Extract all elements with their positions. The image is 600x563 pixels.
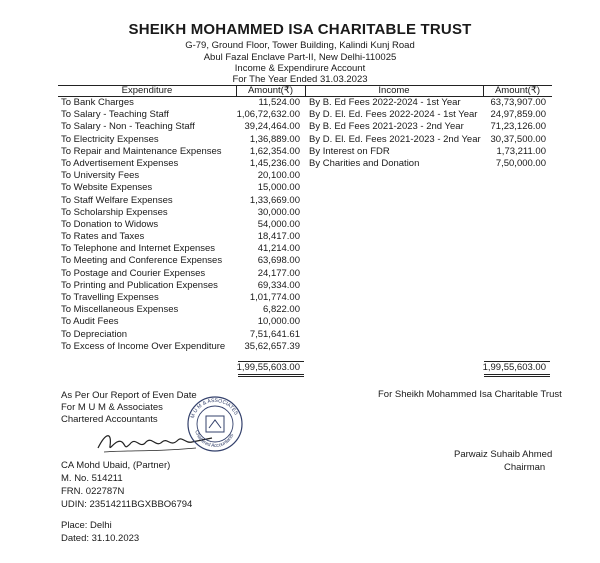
expenditure-label: To Salary - Non - Teaching Staff	[61, 121, 195, 133]
date: Dated: 31.10.2023	[61, 533, 140, 544]
auditor-seal-icon	[186, 395, 244, 453]
expenditure-amount: 63,698.00	[257, 255, 300, 267]
expenditure-label: To Miscellaneous Expenses	[61, 304, 179, 316]
expenditure-label: To Audit Fees	[61, 316, 119, 328]
income-amount: 24,97,859.00	[490, 109, 546, 121]
period-line: For The Year Ended 31.03.2023	[232, 74, 368, 85]
expenditure-row	[58, 231, 552, 243]
expenditure-amount: 35,62,657.39	[244, 340, 300, 352]
income-label: By B. Ed Fees 2022-2024 - 1st Year	[309, 97, 461, 108]
expenditure-label: To Electricity Expenses	[61, 133, 159, 145]
expenditure-label: To Salary - Teaching Staff	[61, 109, 169, 121]
place: Place: Delhi	[61, 520, 112, 531]
expenditure-amount: 1,36,889.00	[249, 133, 300, 145]
total-left-bottom-rule	[238, 374, 304, 375]
total-right: 1,99,55,603.00	[482, 362, 546, 373]
expenditure-amount: 1,33,669.00	[249, 194, 300, 206]
trust-title: SHEIKH MOHAMMED ISA CHARITABLE TRUST	[128, 21, 472, 38]
membership-number: M. No. 514211	[61, 473, 123, 484]
trust-for-line: For Sheikh Mohammed Isa Charitable Trust	[378, 389, 562, 400]
expenditure-row	[58, 170, 552, 182]
expenditure-label: To Donation to Widows	[61, 218, 159, 230]
chairman-designation: Chairman	[504, 462, 546, 473]
income-label: By B. Ed Fees 2021-2023 - 2nd Year	[309, 121, 464, 133]
total-right-bottom-rule	[484, 374, 550, 375]
expenditure-row	[58, 341, 552, 353]
expenditure-row	[58, 255, 552, 267]
expenditure-amount: 54,000.00	[257, 218, 300, 230]
expenditure-label: To Advertisement Expenses	[61, 157, 179, 169]
total-left: 1,99,55,603.00	[236, 362, 300, 373]
udin-number: UDIN: 23514211BGXBBO6794	[61, 499, 193, 510]
expenditure-row	[58, 243, 552, 255]
expenditure-label: To Scholarship Expenses	[61, 206, 168, 218]
col-header-expenditure: Expenditure	[121, 85, 173, 96]
expenditure-label: To Postage and Courier Expenses	[61, 267, 206, 279]
expenditure-amount: 6,822.00	[263, 304, 300, 316]
auditor-designation: Chartered Accountants	[61, 414, 158, 425]
income-list	[58, 97, 552, 170]
expenditure-amount: 11,524.00	[258, 97, 300, 108]
expenditure-amount: 1,62,354.00	[249, 145, 300, 157]
col-header-amount-right: Amount(₹)	[494, 85, 541, 96]
expenditure-amount: 24,177.00	[257, 267, 300, 279]
expenditure-row	[58, 292, 552, 304]
statement-title: Income & Expendirure Account	[234, 63, 366, 74]
expenditure-row	[58, 195, 552, 207]
expenditure-amount: 1,45,236.00	[249, 157, 300, 169]
income-amount: 7,50,000.00	[495, 157, 546, 169]
chairman-name: Parwaiz Suhaib Ahmed	[454, 449, 553, 460]
income-amount: 30,37,500.00	[490, 133, 546, 145]
expenditure-row	[58, 268, 552, 280]
expenditure-label: To Excess of Income Over Expenditure	[61, 340, 226, 352]
income-row	[58, 158, 552, 170]
expenditure-label: To Website Expenses	[61, 182, 153, 194]
address-line-1: G-79, Ground Floor, Tower Building, Kalindi Kunj Road	[185, 40, 415, 51]
col-header-income: Income	[378, 85, 410, 96]
income-row	[58, 97, 552, 109]
income-expenditure-table	[58, 85, 552, 376]
income-label: By Interest on FDR	[309, 145, 390, 157]
expenditure-amount: 30,000.00	[257, 206, 300, 218]
expenditure-amount: 69,334.00	[257, 279, 300, 291]
income-row	[58, 121, 552, 133]
expenditure-label: To Telephone and Internet Expenses	[61, 243, 216, 255]
expenditure-amount: 1,06,72,632.00	[236, 109, 300, 121]
expenditure-row	[58, 316, 552, 328]
expenditure-label: To Meeting and Conference Expenses	[61, 255, 223, 267]
expenditure-label: To University Fees	[61, 170, 140, 182]
col-header-amount-left: Amount(₹)	[247, 85, 294, 96]
expenditure-label: To Depreciation	[61, 328, 128, 340]
total-right-double-rule	[484, 376, 550, 377]
report-reference: As Per Our Report of Even Date	[61, 390, 197, 401]
expenditure-row	[58, 207, 552, 219]
auditor-firm: For M U M & Associates	[61, 402, 163, 413]
income-row	[58, 134, 552, 146]
expenditure-row	[58, 304, 552, 316]
expenditure-amount: 41,214.00	[257, 243, 300, 255]
expenditure-row	[58, 280, 552, 292]
expenditure-row	[58, 182, 552, 194]
expenditure-amount: 10,000.00	[257, 316, 300, 328]
svg-text:Chartered Accountants: Chartered Accountants	[193, 429, 236, 450]
svg-text:M U M & ASSOCIATES: M U M & ASSOCIATES	[189, 397, 239, 420]
expenditure-label: To Staff Welfare Expenses	[61, 194, 173, 206]
expenditure-label: To Bank Charges	[61, 97, 134, 108]
total-left-double-rule	[238, 376, 304, 377]
income-amount: 63,73,907.00	[490, 97, 546, 108]
expenditure-amount: 1,01,774.00	[249, 292, 300, 303]
expenditure-label: To Travelling Expenses	[61, 292, 159, 303]
expenditure-row	[58, 329, 552, 341]
expenditure-amount: 15,000.00	[257, 182, 300, 194]
income-label: By D. El. Ed. Fees 2022-2024 - 1st Year	[309, 109, 478, 121]
income-label: By D. El. Ed. Fees 2021-2023 - 2nd Year	[309, 133, 481, 145]
address-line-2: Abul Fazal Enclave Part-II, New Delhi-110025	[203, 52, 397, 63]
income-row	[58, 109, 552, 121]
frn-number: FRN. 022787N	[61, 486, 125, 497]
income-label: By Charities and Donation	[309, 157, 420, 169]
auditor-name: CA Mohd Ubaid, (Partner)	[61, 460, 171, 471]
income-amount: 71,23,126.00	[490, 121, 546, 133]
income-row	[58, 146, 552, 158]
expenditure-amount: 39,24,464.00	[244, 121, 300, 133]
expenditure-amount: 20,100.00	[257, 170, 300, 182]
expenditure-label: To Repair and Maintenance Expenses	[61, 145, 222, 157]
income-amount: 1,73,211.00	[496, 145, 546, 157]
expenditure-row	[58, 219, 552, 231]
expenditure-label: To Rates and Taxes	[61, 231, 145, 243]
expenditure-label: To Printing and Publication Expenses	[61, 279, 218, 291]
expenditure-amount: 7,51,641.61	[249, 328, 300, 340]
expenditure-amount: 18,417.00	[257, 231, 300, 243]
